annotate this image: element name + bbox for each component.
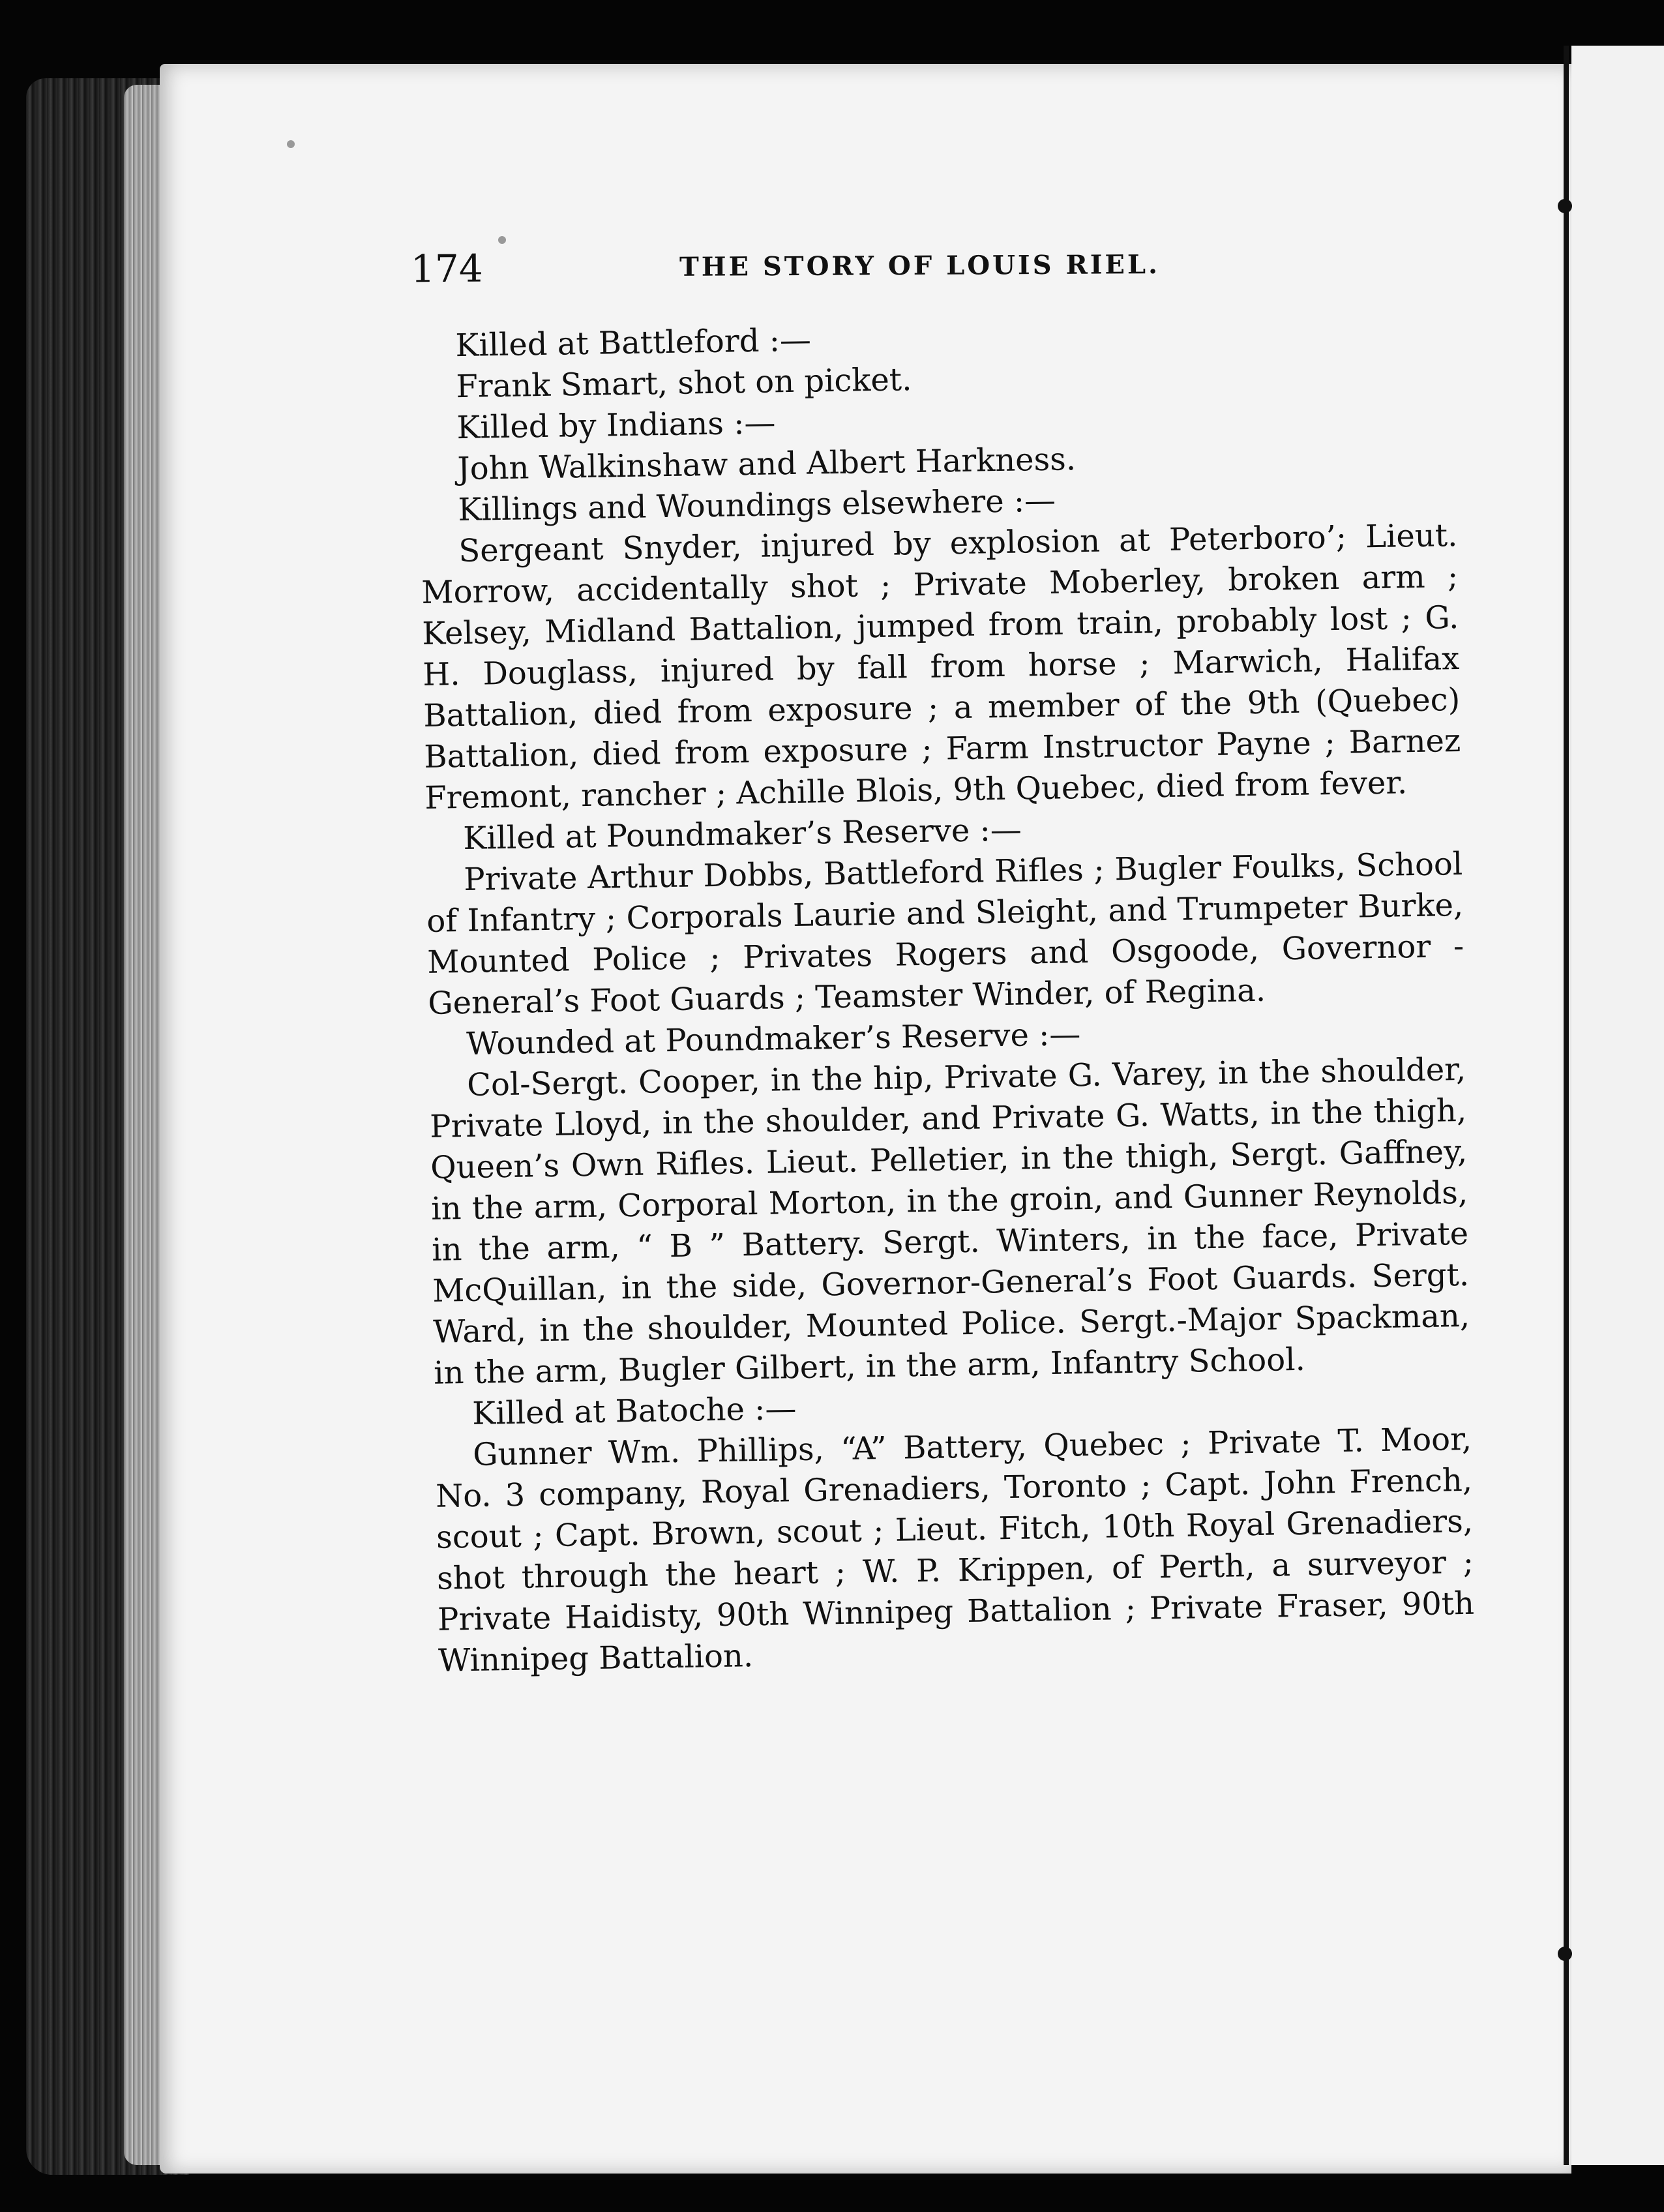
body-text [417,310,1475,1682]
paper-speck [498,236,506,244]
adjacent-page-edge [1571,46,1664,2165]
paragraph: Col-Sergt. Cooper, in the hip, Private G. Varey, in the shoulder, Private Lloyd, in the shoulder, and Private G. Watts, in the thigh, Queen’s Own Rifles. Lieut. Pelletier, in the thigh, Sergt. Gaffney, in the arm, Corporal Morton, in the groin, and Gunner Reynolds, in the arm, “ B ” Battery. Sergt. Winters, in the face, Private McQuillan, in the side, Governor-General’s Foot Guards. Sergt. Ward, in the shoulder, Mounted Police. Sergt.-Major Spackman, in the arm, Bugler Gilbert, in the arm, Infantry School. [429,1051,1470,1392]
paper-speck [287,140,295,148]
section-heading: Wounded at Poundmaker’s Reserve :— [466,1016,1081,1062]
page-gutter [1564,46,1569,2165]
section-heading: Killed by Indians :— [456,404,776,447]
section-heading: Killed at Poundmaker’s Reserve :— [462,811,1022,857]
section-heading: Killed at Batoche :— [471,1390,797,1432]
page-number: 174 [410,246,483,291]
binding-mark [1558,199,1572,213]
section-heading: Killings and Woundings elsewhere :— [457,482,1056,529]
paragraph: John Walkinshaw and Albert Harkness. [457,441,1077,488]
paragraph: Frank Smart, shot on picket. [456,361,912,406]
paragraph: Sergeant Snyder, injured by explosion at Peterboro’; Lieut. Morrow, accidentally shot ; Private Moberley, broken arm ; Kelsey, Midland Battalion, jumped from train, probably lost ; G. H. Douglass, injured by fall from horse ; Marwich, Halifax Battalion, died from exposure ; a member of the 9th (Quebec) Battalion, died from exposure ; Farm Instructor Payne ; Barnez Fremont, rancher ; Achille Blois, 9th Quebec, died from fever. [421,516,1461,816]
section-heading: Killed at Battleford :— [455,321,812,365]
running-header [411,247,1571,305]
paragraph: Gunner Wm. Phillips, “A” Battery, Quebec ; Private T. Moor, No. 3 company, Royal Grenadiers, Toronto ; Capt. John French, scout ; Capt. Brown, scout ; Lieut. Fitch, 10th Royal Grenadiers, shot through the heart ; W. P. Krippen, of Perth, a surveyor ; Private Haidisty, 90th Winnipeg Battalion ; Private Fraser, 90th Winnipeg Battalion. [435,1420,1475,1679]
paragraph: Private Arthur Dobbs, Battleford Rifles ; Bugler Foulks, School of Infantry ; Corporals Laurie and Sleight, and Trumpeter Burke, Mounted Police ; Privates Rogers and Osgoode, Governor - General’s Foot Guards ; Teamster Winder, of Regina. [426,845,1464,1022]
binding-mark [1558,1947,1572,1961]
running-title: THE STORY OF LOUIS RIEL. [679,249,1161,282]
